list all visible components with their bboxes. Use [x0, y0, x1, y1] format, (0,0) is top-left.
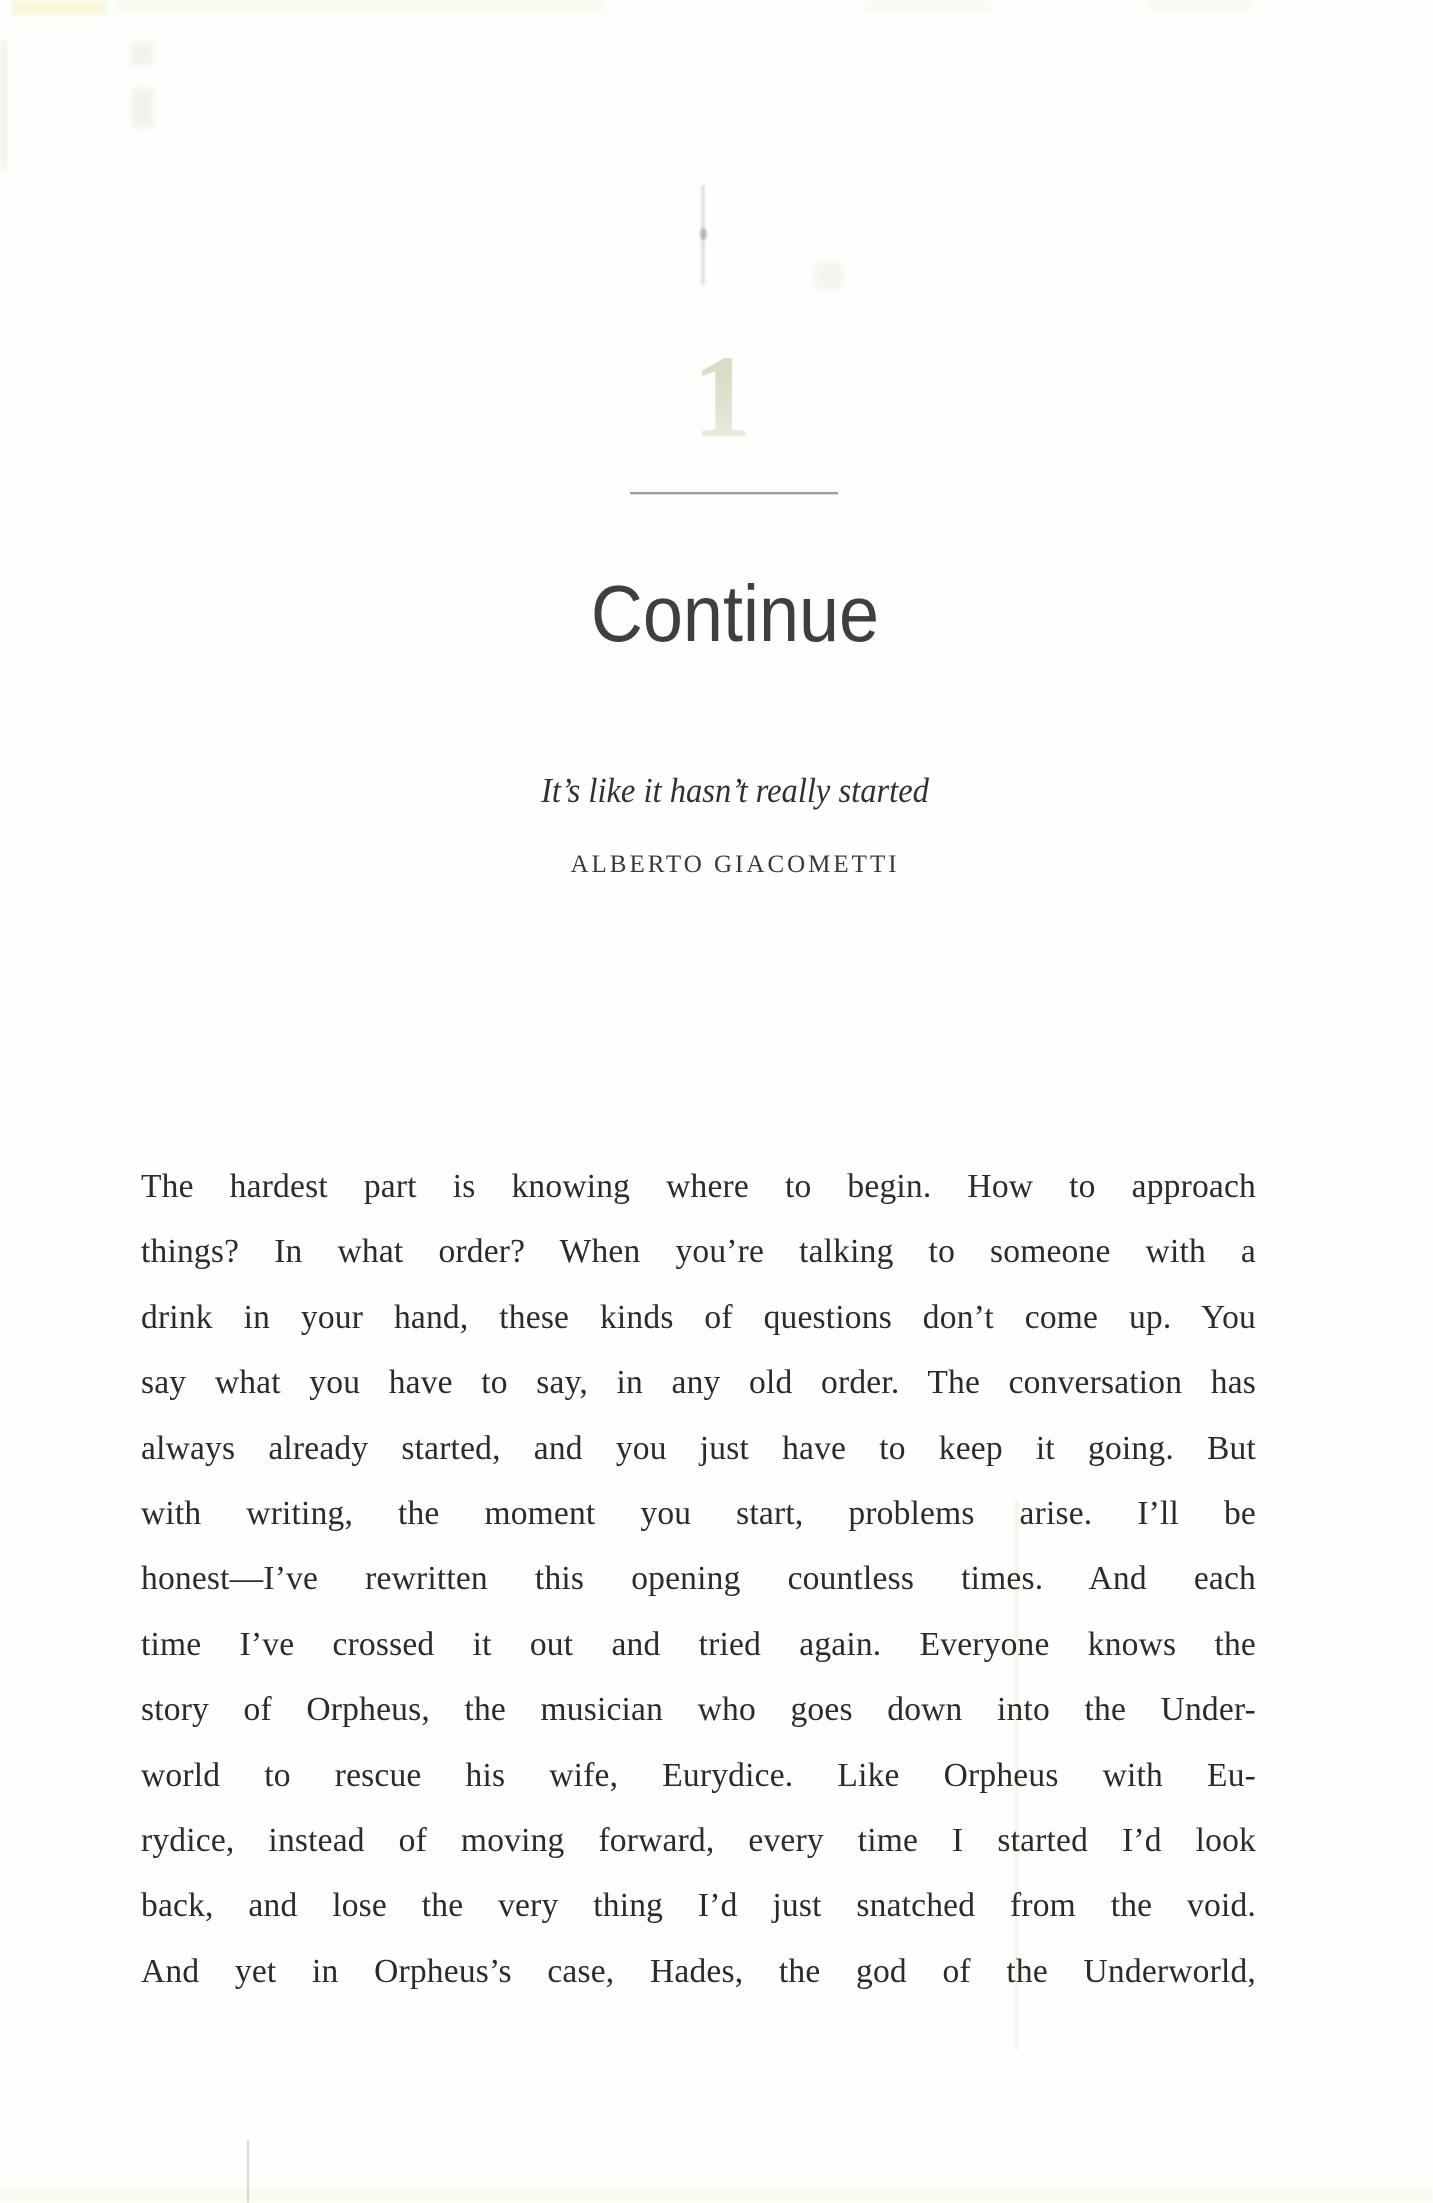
- chapter-title: Continue: [590, 569, 880, 658]
- body-line: back, and lose the very thing I’d just snatched from the void.: [141, 1887, 1256, 1925]
- body-line: with writing, the moment you start, problems arise. I’ll be: [141, 1494, 1256, 1532]
- body-line: always already started, and you just have to keep it going. But: [141, 1429, 1256, 1467]
- body-line: world to rescue his wife, Eurydice. Like Orpheus with Eu-: [141, 1756, 1256, 1794]
- body-line: And yet in Orpheus’s case, Hades, the god of the Underworld,: [141, 1952, 1256, 1990]
- body-line: things? In what order? When you’re talking to someone with a: [141, 1233, 1256, 1271]
- chapter-rule-divider: [630, 492, 838, 494]
- epigraph-quote: It’s like it hasn’t really started: [541, 771, 929, 810]
- body-line: rydice, instead of moving forward, every time I started I’d look: [141, 1821, 1256, 1859]
- epigraph-attribution: ALBERTO GIACOMETTI: [570, 851, 900, 878]
- body-line: drink in your hand, these kinds of questions don’t come up. You: [141, 1298, 1256, 1336]
- body-line: The hardest part is knowing where to begin. How to approach: [141, 1168, 1256, 1205]
- body-line: story of Orpheus, the musician who goes down into the Under-: [141, 1691, 1256, 1729]
- body-paragraph: [141, 1168, 1256, 2018]
- body-line: honest—I’ve rewritten this opening countless times. And each: [141, 1560, 1256, 1598]
- scan-artifact-left-edge: [0, 40, 8, 170]
- chapter-number: 1: [24, 338, 1420, 456]
- body-line: say what you have to say, in any old order. The conversation has: [141, 1364, 1256, 1402]
- body-line: time I’ve crossed it out and tried again. Everyone knows the: [141, 1625, 1256, 1663]
